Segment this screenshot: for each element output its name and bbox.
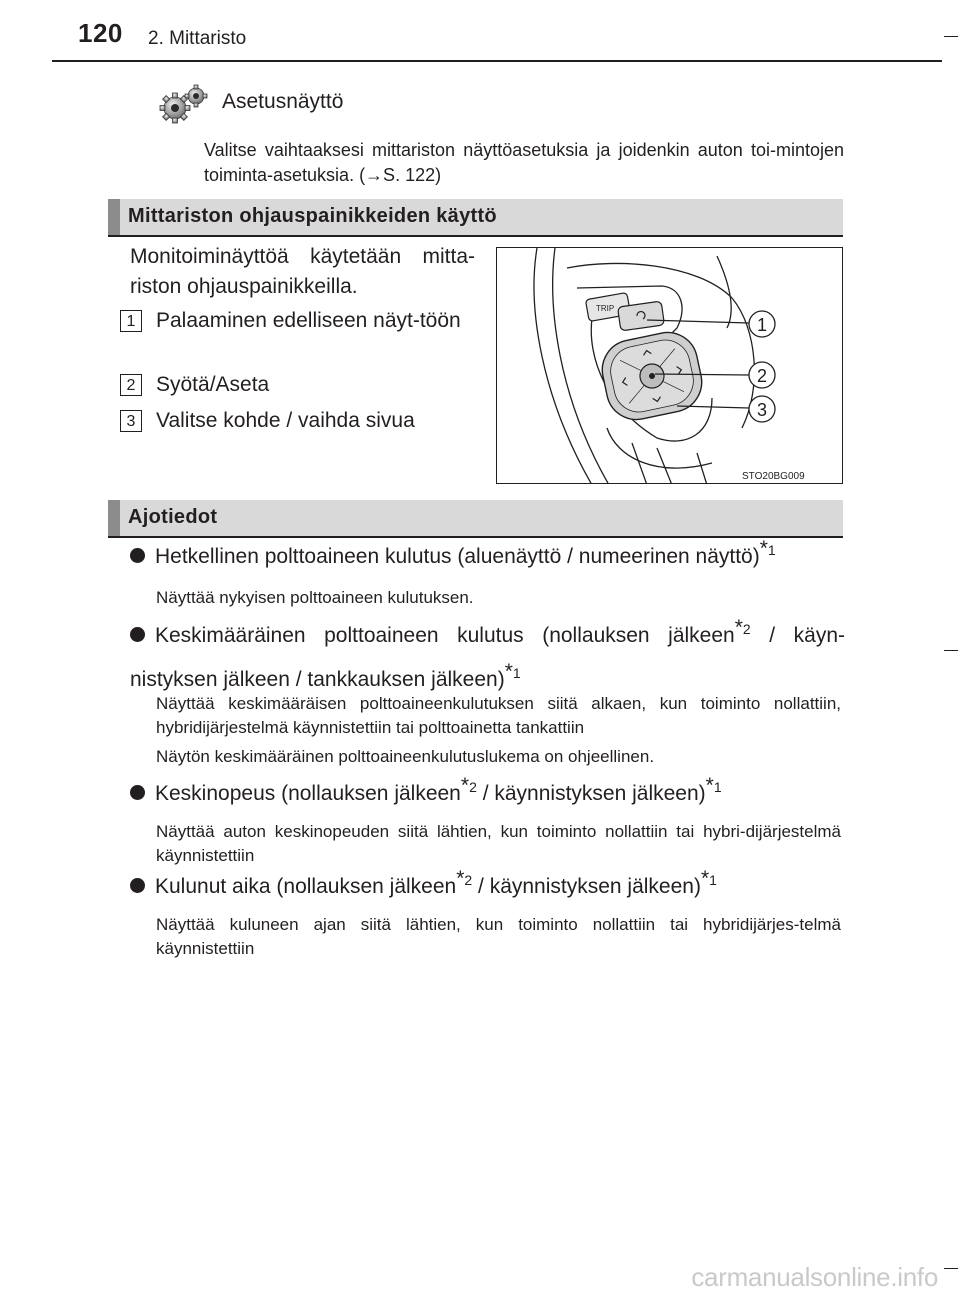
trip-label: TRIP [596,304,615,313]
gear-icon [158,84,208,124]
list-item [130,774,845,808]
bullet-icon [130,627,145,642]
section-stripe [108,500,120,536]
item-title-cont: / käynnistyksen jälkeen) [472,875,701,898]
item-title: Keskimääräinen polttoaineen kulutus (nollauksen jälkeen [155,624,735,647]
item-title: Hetkellinen polttoaineen kulutus (aluenäyttö / numeerinen näyttö) [155,545,760,568]
footnote-number: 2 [742,621,751,637]
steering-switch-illustration [497,248,843,484]
callout-number: 1 [120,310,142,332]
footnote-number: 1 [713,779,722,795]
item-description: Näyttää kuluneen ajan siitä lähtien, kun toiminto nollattiin tai hybridijärjes-telmä käynnistettiin [156,915,841,958]
list-item [130,614,845,702]
section-stripe [108,199,120,235]
crop-mark [944,650,958,651]
footnote-star: * [734,616,743,639]
section-header [108,199,843,237]
page-number: 120 [78,18,123,48]
crop-mark [944,36,958,37]
header-rule [52,60,942,62]
watermark: carmanualsonline.info [691,1262,938,1292]
footnote-number: 2 [464,872,473,888]
callout-number: 3 [120,410,142,432]
footnote-number: 2 [469,779,477,795]
crop-mark [944,1268,958,1269]
bullet-icon [130,878,145,893]
section-title: Mittariston ohjauspainikkeiden käyttö [128,205,497,227]
item-title-cont: / käynnistyksen jälkeen) [476,782,706,805]
item-description: Näytön keskimääräinen polttoaineenkulutuslukema on ohjeellinen. [156,747,655,766]
figure-callout-2: 2 [756,366,768,386]
footnote-star: * [460,774,470,797]
footnote-number: 1 [767,542,776,558]
callout-label: Syötä/Aseta [156,373,270,396]
footnote-star: * [456,867,465,890]
section-header [108,500,843,538]
list-item [130,537,845,571]
list-item [130,867,845,901]
callout-label: Palaaminen edelliseen näyt-töön [156,309,461,332]
item-description: Näyttää keskimääräisen polttoaineenkulutuksen siitä alkaen, kun toiminto nollattiin, hybridijärjestelmä käynnistettiin tai polttoainetta tankattiin [156,694,841,737]
chapter-title: 2. Mittaristo [148,28,247,49]
item-title-cont: / käyn-nistyksen jälkeen / tankkauksen jälkeen) [130,624,845,691]
figure-code: STO20BG009 [742,471,805,482]
figure-callout-3: 3 [756,400,768,420]
footnote-star: * [700,867,710,890]
footnote-star: * [504,660,513,683]
bullet-icon [130,785,145,800]
section-intro: Monitoiminäyttöä käytetään mitta-riston ohjauspainikkeilla. [130,245,475,298]
item-description: Näyttää nykyisen polttoaineen kulutuksen. [156,588,474,607]
footnote-star: * [705,774,714,797]
callout-number: 2 [120,374,142,396]
item-title: Kulunut aika (nollauksen jälkeen [155,875,457,898]
footnote-number: 1 [512,665,521,681]
figure-callout-1: 1 [756,315,768,335]
section-title: Ajotiedot [128,506,218,528]
settings-title: Asetusnäyttö [222,90,344,113]
footnote-star: * [759,537,768,560]
callout-label: Valitse kohde / vaihda sivua [156,409,415,432]
item-description: Näyttää auton keskinopeuden siitä lähtien, kun toiminto nollattiin tai hybri-dijärjestelmä käynnistettiin [156,822,841,865]
settings-description: Valitse vaihtaaksesi mittariston näyttöasetuksia ja joidenkin auton toi-mintojen toiminta-asetuksia. (→S. 122) [204,140,844,185]
footnote-number: 1 [709,872,717,888]
item-title: Keskinopeus (nollauksen jälkeen [155,782,461,805]
steering-switch-figure [496,247,843,484]
bullet-icon [130,548,145,563]
